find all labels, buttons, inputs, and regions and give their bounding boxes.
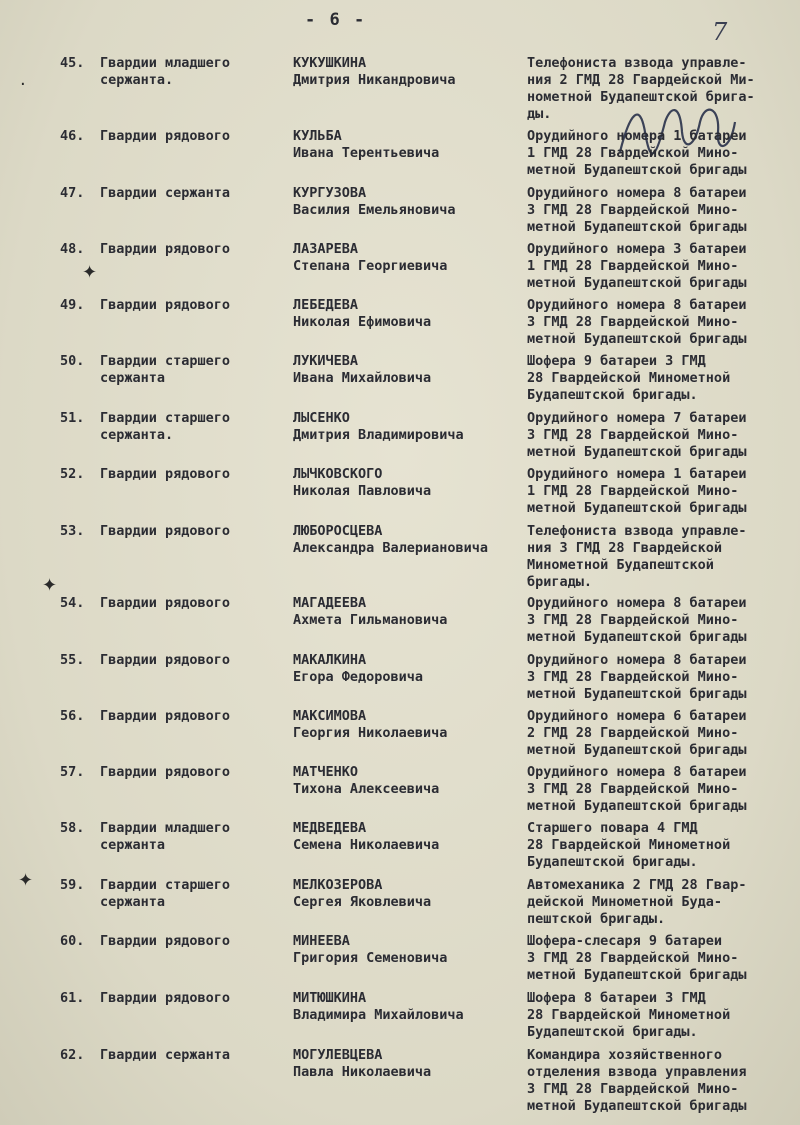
entry-name-line: Семена Николаевича: [293, 837, 440, 853]
entry-unit: [527, 708, 795, 759]
entry-name: [293, 55, 523, 89]
ink-blot-mark: ✦: [42, 575, 58, 596]
entry-rank: [100, 185, 285, 202]
entry-unit-line: 3 ГМД 28 Гвардейской Мино-: [527, 612, 739, 628]
ink-blot-mark: ✦: [82, 262, 98, 283]
entry-unit-line: ния 3 ГМД 28 Гвардейской: [527, 540, 723, 556]
entry-rank: [100, 128, 285, 145]
entry-name: [293, 595, 523, 629]
entry-unit-line: Шофера-слесаря 9 батареи: [527, 933, 723, 949]
entry-unit-line: 3 ГМД 28 Гвардейской Мино-: [527, 669, 739, 685]
entry-unit: [527, 877, 795, 928]
entry-unit-line: 3 ГМД 28 Гвардейской Мино-: [527, 314, 739, 330]
entry-unit: [527, 466, 795, 517]
entry-number: 48.: [60, 241, 85, 257]
entry-number: 55.: [60, 652, 85, 668]
entry-unit: [527, 523, 795, 591]
entry-rank-line: Гвардии рядового: [100, 595, 231, 611]
entry-name-line: Николая Павловича: [293, 483, 432, 499]
entry-unit-line: метной Будапештской бригады: [527, 686, 747, 702]
entry-rank-line: сержанта: [100, 370, 166, 386]
entry-number: 57.: [60, 764, 85, 780]
entry-unit: [527, 933, 795, 984]
entry-rank: [100, 652, 285, 669]
entry-name-line: Дмитрия Никандровича: [293, 72, 456, 88]
entry-unit: [527, 764, 795, 815]
entry-name-line: Павла Николаевича: [293, 1064, 432, 1080]
entry-name-line: Ивана Михайловича: [293, 370, 432, 386]
entry-name: [293, 708, 523, 742]
entry-unit-line: Телефониста взвода управле-: [527, 55, 747, 71]
entry-unit-line: Старшего повара 4 ГМД: [527, 820, 698, 836]
entry-name-line: Сергея Яковлевича: [293, 894, 432, 910]
entry-name-line: МИНЕЕВА: [293, 933, 350, 949]
entry-unit-line: Автомеханика 2 ГМД 28 Гвар-: [527, 877, 747, 893]
entry-rank-line: Гвардии рядового: [100, 128, 231, 144]
entry-rank-line: Гвардии сержанта: [100, 1047, 231, 1063]
hole-punch-mark: ·: [20, 74, 26, 95]
entry-rank: [100, 297, 285, 314]
entry-name-line: Ахмета Гильмановича: [293, 612, 448, 628]
entry-name: [293, 466, 523, 500]
entry-unit-line: метной Будапештской бригады: [527, 219, 747, 235]
entry-name: [293, 1047, 523, 1081]
entry-number: 62.: [60, 1047, 85, 1063]
entry-name-line: ЛАЗАРЕВА: [293, 241, 359, 257]
entry-number: 61.: [60, 990, 85, 1006]
entry-unit: [527, 55, 795, 123]
entry-number: 60.: [60, 933, 85, 949]
entry-name: [293, 241, 523, 275]
entry-unit-line: Минометной Будапештской: [527, 557, 714, 573]
entry-number: 47.: [60, 185, 85, 201]
entry-name-line: ЛЫСЕНКО: [293, 410, 350, 426]
entry-name: [293, 764, 523, 798]
entry-unit: [527, 990, 795, 1041]
entry-rank-line: Гвардии младшего: [100, 55, 231, 71]
entry-rank: [100, 241, 285, 258]
entry-name-line: МЕДВЕДЕВА: [293, 820, 367, 836]
entry-name-line: КУЛЬБА: [293, 128, 342, 144]
entry-name: [293, 353, 523, 387]
entry-unit-line: Орудийного номера 8 батареи: [527, 297, 747, 313]
entry-unit-line: Орудийного номера 8 батареи: [527, 185, 747, 201]
entry-unit: [527, 652, 795, 703]
entry-number: 46.: [60, 128, 85, 144]
entry-rank: [100, 764, 285, 781]
entry-unit-line: метной Будапештской бригады: [527, 275, 747, 291]
entry-rank: [100, 990, 285, 1007]
entry-name-line: Тихона Алексеевича: [293, 781, 440, 797]
entry-number: 51.: [60, 410, 85, 426]
entry-rank-line: Гвардии рядового: [100, 297, 231, 313]
entry-name-line: КУКУШКИНА: [293, 55, 367, 71]
entry-rank: [100, 410, 285, 444]
entry-name: [293, 185, 523, 219]
entry-rank-line: сержанта.: [100, 72, 174, 88]
entry-unit-line: 3 ГМД 28 Гвардейской Мино-: [527, 1081, 739, 1097]
entry-rank: [100, 1047, 285, 1064]
entry-name: [293, 297, 523, 331]
entry-unit-line: 3 ГМД 28 Гвардейской Мино-: [527, 781, 739, 797]
entry-unit-line: Орудийного номера 1 батареи: [527, 128, 747, 144]
entry-rank: [100, 933, 285, 950]
entry-unit-line: метной Будапештской бригады: [527, 967, 747, 983]
entry-unit: [527, 410, 795, 461]
entry-name-line: МАГАДЕЕВА: [293, 595, 367, 611]
entry-name-line: МИТЮШКИНА: [293, 990, 367, 1006]
entry-unit-line: Орудийного номера 8 батареи: [527, 652, 747, 668]
entry-unit: [527, 128, 795, 179]
entry-rank: [100, 708, 285, 725]
page-number: - 6 -: [305, 10, 367, 30]
entry-name-line: Василия Емельяновича: [293, 202, 456, 218]
entry-unit-line: 2 ГМД 28 Гвардейской Мино-: [527, 725, 739, 741]
entry-unit-line: Шофера 8 батареи 3 ГМД: [527, 990, 706, 1006]
entry-name: [293, 652, 523, 686]
entry-unit: [527, 353, 795, 404]
entry-unit-line: Шофера 9 батареи 3 ГМД: [527, 353, 706, 369]
entry-rank-line: Гвардии рядового: [100, 241, 231, 257]
entry-rank-line: Гвардии рядового: [100, 933, 231, 949]
entry-name: [293, 933, 523, 967]
entry-unit-line: метной Будапештской бригады: [527, 798, 747, 814]
entry-number: 52.: [60, 466, 85, 482]
entry-name-line: ЛЫЧКОВСКОГО: [293, 466, 383, 482]
entry-name-line: Александра Валериановича: [293, 540, 489, 556]
entry-name-line: ЛУКИЧЕВА: [293, 353, 359, 369]
entry-unit-line: Орудийного номера 6 батареи: [527, 708, 747, 724]
entry-unit-line: Орудийного номера 7 батареи: [527, 410, 747, 426]
entry-rank-line: сержанта.: [100, 427, 174, 443]
entry-unit-line: Командира хозяйственного: [527, 1047, 723, 1063]
entry-number: 50.: [60, 353, 85, 369]
entry-unit-line: 3 ГМД 28 Гвардейской Мино-: [527, 950, 739, 966]
entry-rank: [100, 820, 285, 854]
entry-number: 54.: [60, 595, 85, 611]
entry-name-line: ЛЕБЕДЕВА: [293, 297, 359, 313]
entry-unit-line: Будапештской бригады.: [527, 854, 698, 870]
entry-rank: [100, 466, 285, 483]
entry-unit-line: метной Будапештской бригады: [527, 162, 747, 178]
entry-rank: [100, 55, 285, 89]
entry-unit: [527, 1047, 795, 1115]
entry-unit-line: Орудийного номера 8 батареи: [527, 595, 747, 611]
entry-name: [293, 128, 523, 162]
entry-name-line: Дмитрия Владимировича: [293, 427, 464, 443]
entry-rank-line: Гвардии сержанта: [100, 185, 231, 201]
entry-unit: [527, 297, 795, 348]
entry-name: [293, 990, 523, 1024]
entry-rank: [100, 877, 285, 911]
entry-unit-line: отделения взвода управления: [527, 1064, 747, 1080]
entry-name-line: Николая Ефимовича: [293, 314, 432, 330]
entry-unit-line: метной Будапештской бригады: [527, 629, 747, 645]
entry-rank-line: сержанта: [100, 837, 166, 853]
entry-rank-line: Гвардии младшего: [100, 820, 231, 836]
entry-name-line: МАКАЛКИНА: [293, 652, 367, 668]
entry-name-line: МЕЛКОЗЕРОВА: [293, 877, 383, 893]
entry-name-line: Степана Георгиевича: [293, 258, 448, 274]
ink-blot-mark: ✦: [18, 870, 34, 891]
entry-unit-line: Будапештской бригады.: [527, 387, 698, 403]
entry-unit-line: пештской бригады.: [527, 911, 666, 927]
entry-number: 56.: [60, 708, 85, 724]
entry-unit-line: бригады.: [527, 574, 593, 590]
entry-rank-line: сержанта: [100, 894, 166, 910]
entry-unit-line: Будапештской бригады.: [527, 1024, 698, 1040]
entry-unit-line: нометной Будапештской брига-: [527, 89, 755, 105]
entry-name: [293, 410, 523, 444]
entry-unit-line: метной Будапештской бригады: [527, 742, 747, 758]
entry-name-line: МАКСИМОВА: [293, 708, 367, 724]
entry-unit-line: 28 Гвардейской Минометной: [527, 837, 731, 853]
entry-unit-line: дейской Минометной Буда-: [527, 894, 723, 910]
entry-name-line: Егора Федоровича: [293, 669, 424, 685]
entry-unit-line: 3 ГМД 28 Гвардейской Мино-: [527, 202, 739, 218]
entry-unit-line: 28 Гвардейской Минометной: [527, 1007, 731, 1023]
entry-unit-line: метной Будапештской бригады: [527, 444, 747, 460]
entry-unit-line: ды.: [527, 106, 552, 122]
entry-unit-line: Орудийного номера 3 батареи: [527, 241, 747, 257]
entry-unit-line: Орудийного номера 1 батареи: [527, 466, 747, 482]
entry-name-line: МАТЧЕНКО: [293, 764, 359, 780]
entry-rank-line: Гвардии старшего: [100, 877, 231, 893]
entry-name-line: Григория Семеновича: [293, 950, 448, 966]
entry-name-line: ЛЮБОРОСЦЕВА: [293, 523, 383, 539]
entry-number: 53.: [60, 523, 85, 539]
entry-unit-line: Телефониста взвода управле-: [527, 523, 747, 539]
entry-rank: [100, 353, 285, 387]
entry-unit: [527, 185, 795, 236]
entry-rank-line: Гвардии старшего: [100, 353, 231, 369]
entry-rank-line: Гвардии рядового: [100, 764, 231, 780]
entry-name-line: Георгия Николаевича: [293, 725, 448, 741]
entry-unit-line: Орудийного номера 8 батареи: [527, 764, 747, 780]
entry-name-line: Ивана Терентьевича: [293, 145, 440, 161]
entry-rank-line: Гвардии рядового: [100, 708, 231, 724]
entry-number: 58.: [60, 820, 85, 836]
entry-unit-line: 1 ГМД 28 Гвардейской Мино-: [527, 483, 739, 499]
entry-rank-line: Гвардии рядового: [100, 652, 231, 668]
entry-rank-line: Гвардии рядового: [100, 990, 231, 1006]
entry-name-line: КУРГУЗОВА: [293, 185, 367, 201]
entry-unit-line: 3 ГМД 28 Гвардейской Мино-: [527, 427, 739, 443]
entry-rank: [100, 595, 285, 612]
entry-name: [293, 877, 523, 911]
entry-number: 45.: [60, 55, 85, 71]
entry-unit-line: метной Будапештской бригады: [527, 331, 747, 347]
entry-unit-line: метной Будапештской бригады: [527, 500, 747, 516]
entry-rank-line: Гвардии рядового: [100, 523, 231, 539]
entry-unit-line: 1 ГМД 28 Гвардейской Мино-: [527, 258, 739, 274]
entry-rank-line: Гвардии старшего: [100, 410, 231, 426]
entry-rank-line: Гвардии рядового: [100, 466, 231, 482]
entry-unit: [527, 241, 795, 292]
handwritten-page-number: 7: [712, 18, 728, 46]
entry-unit-line: 28 Гвардейской Минометной: [527, 370, 731, 386]
entry-rank: [100, 523, 285, 540]
entry-number: 49.: [60, 297, 85, 313]
entry-name: [293, 523, 523, 557]
entry-unit: [527, 595, 795, 646]
entry-name-line: МОГУЛЕВЦЕВА: [293, 1047, 383, 1063]
entry-number: 59.: [60, 877, 85, 893]
entry-unit-line: 1 ГМД 28 Гвардейской Мино-: [527, 145, 739, 161]
entry-name: [293, 820, 523, 854]
entry-name-line: Владимира Михайловича: [293, 1007, 464, 1023]
entry-unit-line: ния 2 ГМД 28 Гвардейской Ми-: [527, 72, 755, 88]
entry-unit: [527, 820, 795, 871]
entry-unit-line: метной Будапештской бригады: [527, 1098, 747, 1114]
